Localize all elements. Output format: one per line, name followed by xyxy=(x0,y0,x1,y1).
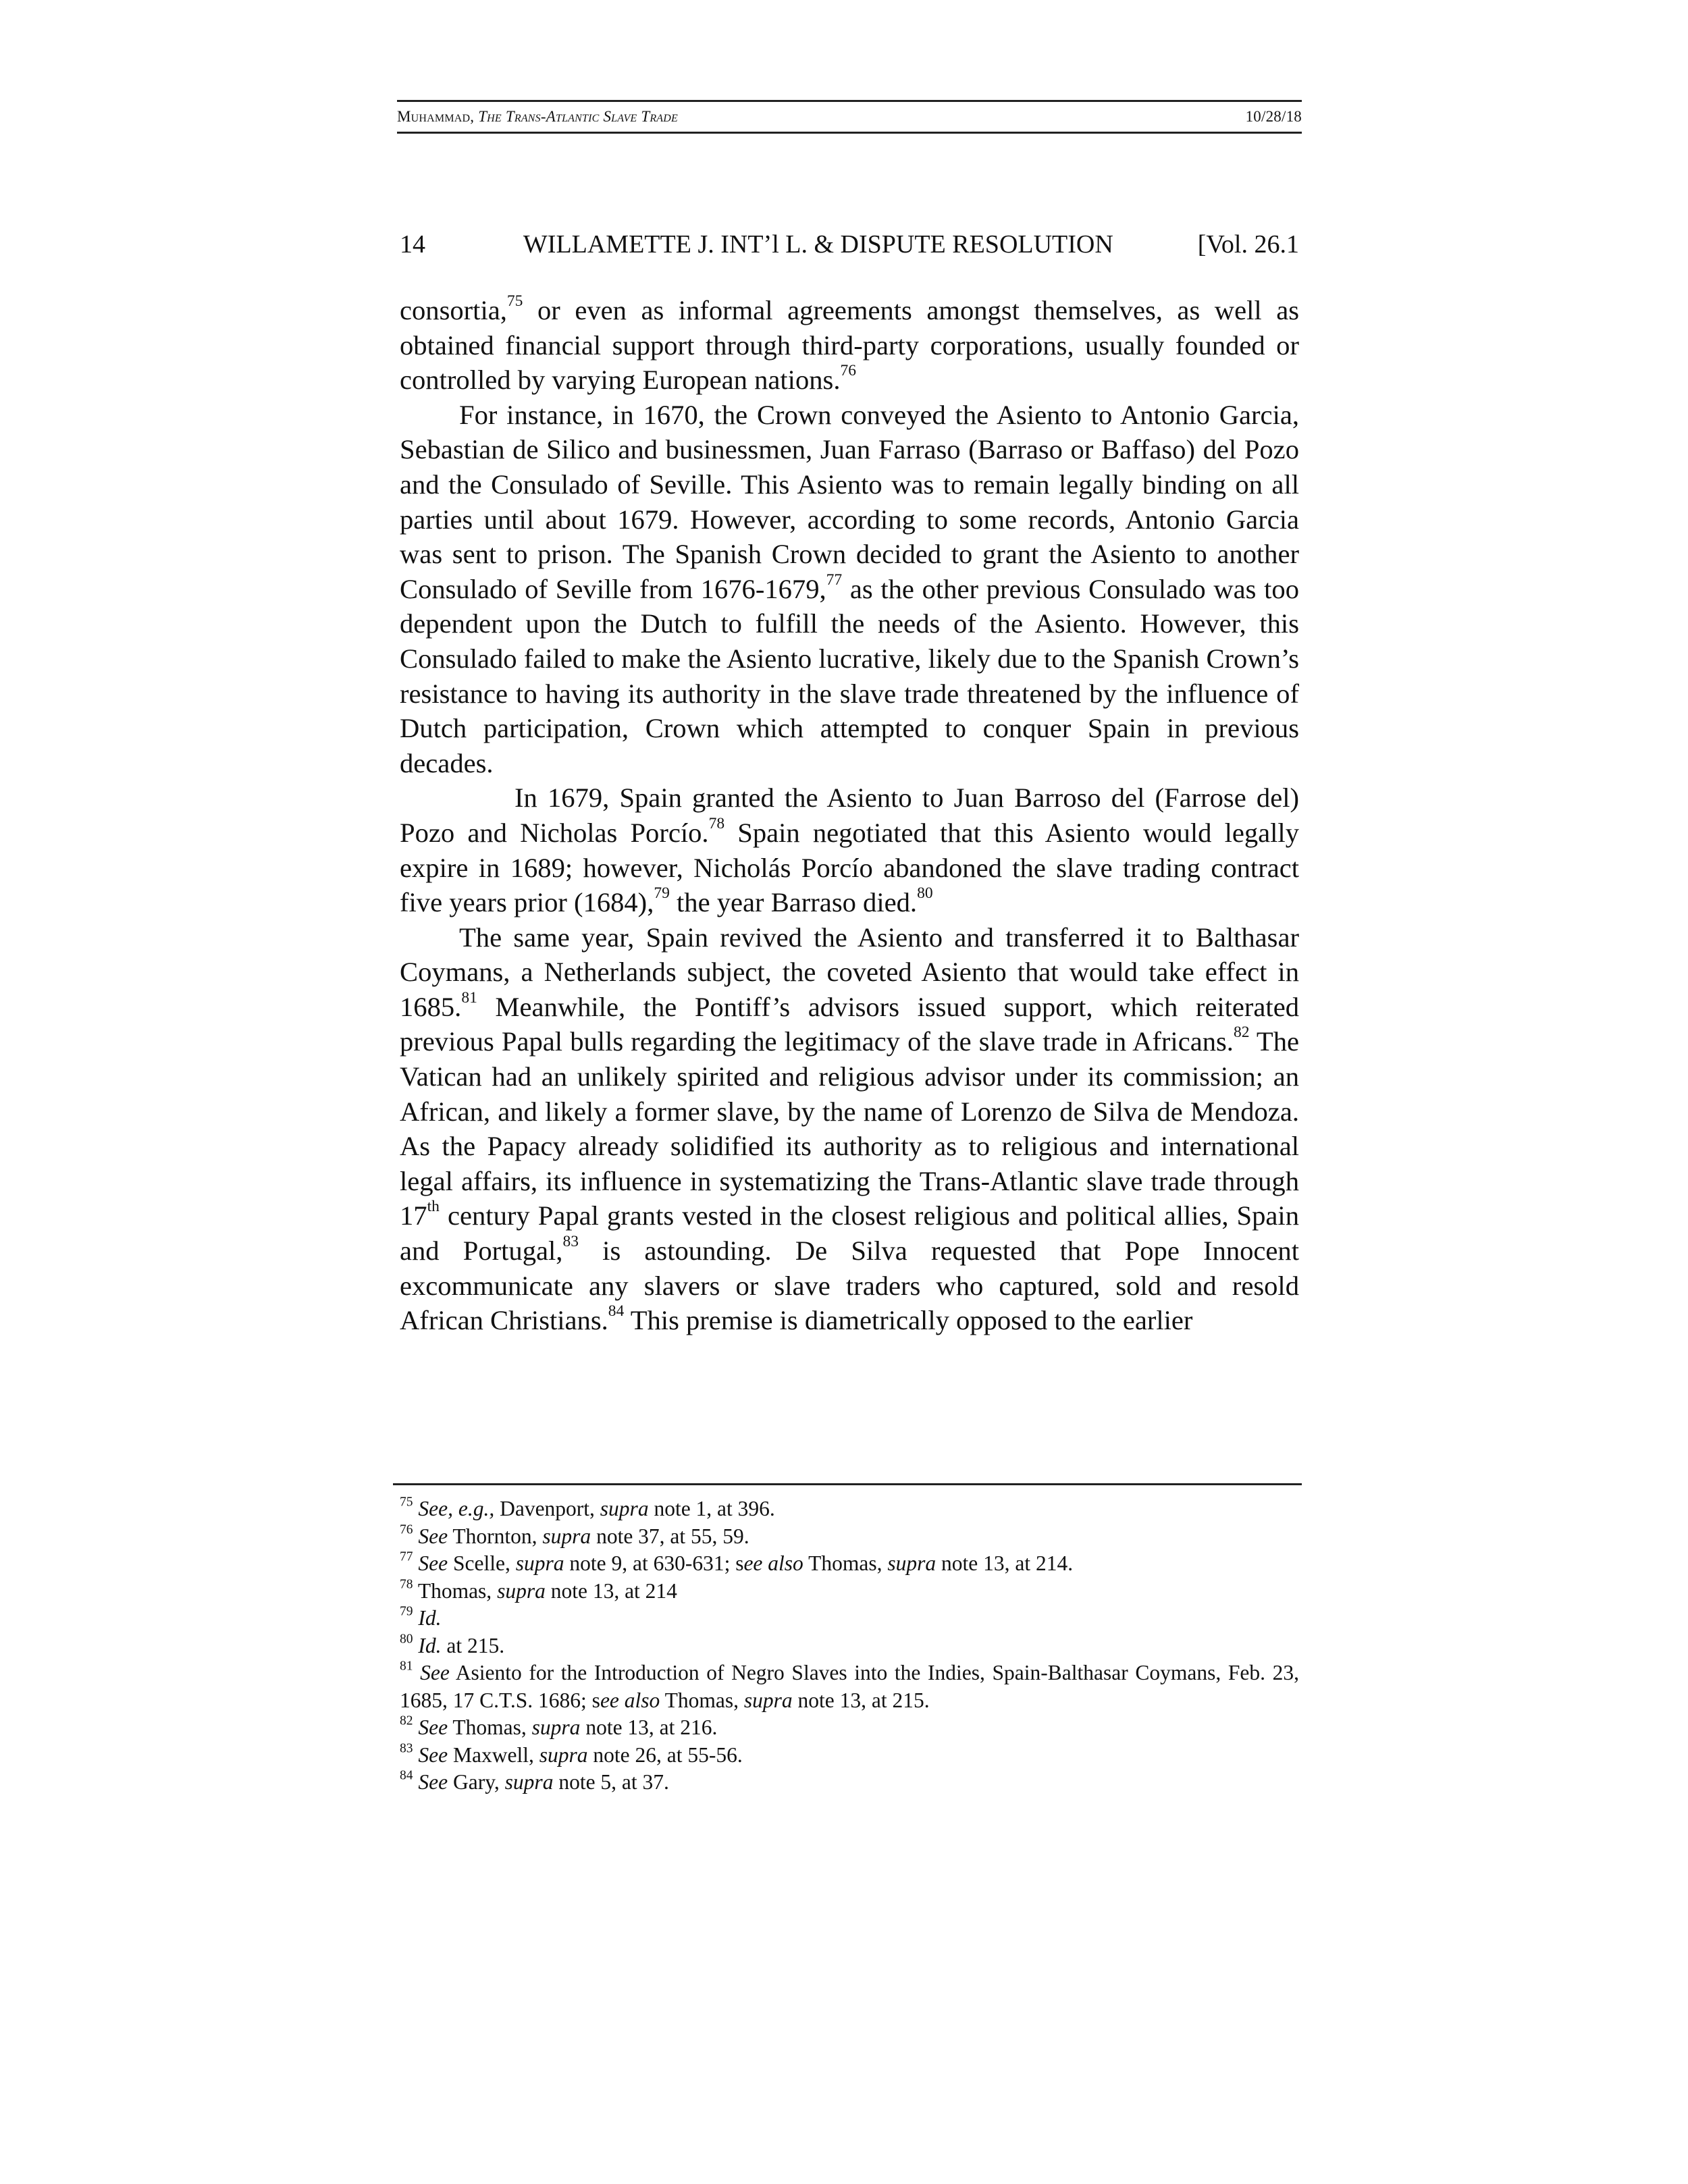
text-run: The Vatican had an unlikely spirited and religious advisor under its commission; an African, and likely a former slave, by the name of Lorenzo de Silva de Mendoza. As the Papacy already solidified its authority as to religious and international legal affairs, its influence in systematizing the Trans-Atlantic slave trade through 17 xyxy=(400,1026,1300,1231)
footnote-ref[interactable]: 76 xyxy=(840,362,856,380)
footnote-ref[interactable]: 79 xyxy=(654,884,670,903)
citation-id: Id. xyxy=(418,1606,442,1630)
footnote-ref[interactable]: 84 xyxy=(608,1302,625,1321)
footnote-number: 77 xyxy=(400,1549,413,1564)
citation-signal: See xyxy=(418,1770,448,1794)
text-run: Thomas, xyxy=(413,1578,498,1603)
paragraph-2 xyxy=(400,398,1299,781)
text-run: at 215. xyxy=(441,1633,505,1657)
text-run: note 13, at 216. xyxy=(580,1715,718,1739)
footnote-82 xyxy=(400,1714,1299,1742)
citation-signal: See, e.g., xyxy=(418,1497,495,1520)
text-run: note 9, at 630-631; s xyxy=(564,1551,744,1575)
running-header xyxy=(397,100,1302,134)
footnote-78 xyxy=(400,1578,1299,1605)
footnote-ref[interactable]: 75 xyxy=(506,292,523,310)
text-run: Thomas, xyxy=(448,1715,532,1739)
citation-signal: See xyxy=(418,1524,448,1548)
text-run: Asiento for the Introduction of Negro Slaves into the Indies, Spain-Balthasar Coymans, Feb. 23, 1685, 17 C.T.S. 1686; s xyxy=(400,1661,1299,1712)
paragraph-4 xyxy=(400,920,1299,1338)
text-run: Spain negotiated that this Asiento would legally expire in 1689; however, Nicholás Porcío abandoned the slave trading contract five years prior (1684), xyxy=(400,817,1299,918)
footnote-number: 78 xyxy=(400,1576,413,1591)
running-header-article: The Trans-Atlantic Slave Trade xyxy=(478,108,679,125)
footnote-number: 80 xyxy=(400,1631,413,1646)
text-run: the year Barraso died. xyxy=(669,887,918,918)
paragraph-3 xyxy=(400,780,1299,920)
page-number: 14 xyxy=(400,230,425,259)
footnote-80 xyxy=(400,1632,1299,1660)
citation-signal: ee also xyxy=(743,1551,803,1575)
supra: supra xyxy=(497,1578,546,1603)
supra: supra xyxy=(600,1497,649,1520)
footnote-ref[interactable]: 82 xyxy=(1233,1023,1250,1042)
footnote-divider xyxy=(393,1483,1302,1485)
text-run: Thomas, xyxy=(803,1551,888,1575)
ordinal-suffix: th xyxy=(427,1198,440,1216)
volume-label: [Vol. 26.1 xyxy=(1197,230,1299,259)
body-text xyxy=(400,293,1299,1338)
text-run: note 5, at 37. xyxy=(553,1770,669,1794)
footnote-ref[interactable]: 80 xyxy=(917,884,933,903)
text-run: Maxwell, xyxy=(448,1742,539,1767)
footnote-79 xyxy=(400,1605,1299,1632)
footnote-number: 75 xyxy=(400,1495,413,1510)
footnote-number: 81 xyxy=(400,1659,413,1674)
running-header-date: 10/28/18 xyxy=(1245,108,1302,125)
footnote-number: 84 xyxy=(400,1768,413,1783)
text-run: consortia, xyxy=(400,295,507,325)
text-run: Thornton, xyxy=(448,1524,543,1548)
footnote-81 xyxy=(400,1659,1299,1714)
text-run: Thomas, xyxy=(660,1688,744,1712)
text-run: or even as informal agreements amongst themselves, as well as obtained financial support through third-party corporations, usually founded or controlled by varying European nations. xyxy=(400,295,1299,396)
footnote-ref[interactable]: 81 xyxy=(461,988,477,1007)
supra: supra xyxy=(504,1770,554,1794)
footnote-number: 83 xyxy=(400,1740,413,1755)
text-run: note 13, at 214 xyxy=(545,1578,677,1603)
text-run: Scelle, xyxy=(448,1551,516,1575)
text-run: note 26, at 55-56. xyxy=(587,1742,743,1767)
text-run: note 13, at 215. xyxy=(792,1688,930,1712)
text-run: Meanwhile, the Pontiff’s advisors issued support, which reiterated previous Papal bulls regarding the legitimacy of the slave trade in Africans. xyxy=(400,991,1299,1057)
footnote-83 xyxy=(400,1742,1299,1769)
supra: supra xyxy=(743,1688,793,1712)
text-run: This premise is diametrically opposed to the earlier xyxy=(624,1305,1193,1336)
footnote-76 xyxy=(400,1523,1299,1551)
text-run: The same year, Spain revived the Asiento and transferred it to Balthasar Coymans, a Netherlands subject, the coveted Asiento that would take effect in 1685. xyxy=(400,922,1299,1022)
footnote-ref[interactable]: 77 xyxy=(826,570,843,589)
running-header-title: Muhammad, The Trans-Atlantic Slave Trade xyxy=(397,108,679,125)
citation-id: Id. xyxy=(418,1633,442,1657)
footnote-84 xyxy=(400,1769,1299,1796)
footnote-ref[interactable]: 83 xyxy=(562,1233,579,1251)
citation-signal: ee also xyxy=(600,1688,660,1712)
text-run: Gary, xyxy=(448,1770,505,1794)
footnote-number: 76 xyxy=(400,1522,413,1537)
supra: supra xyxy=(887,1551,937,1575)
text-run: century Papal grants vested in the closest religious and political allies, Spain and Portugal, xyxy=(400,1200,1299,1267)
text-run: note 37, at 55, 59. xyxy=(591,1524,749,1548)
supra: supra xyxy=(531,1715,581,1739)
text-run: note 13, at 214. xyxy=(936,1551,1074,1575)
citation-signal: See xyxy=(420,1661,450,1684)
footnote-77 xyxy=(400,1550,1299,1578)
footnote-75 xyxy=(400,1495,1299,1523)
footnote-ref[interactable]: 78 xyxy=(708,814,725,832)
text-run: note 1, at 396. xyxy=(648,1497,775,1520)
text-run: is astounding. De Silva requested that Pope Innocent excommunicate any slavers or slave traders who captured, sold and resold African Christians. xyxy=(400,1235,1299,1336)
text-run: For instance, in 1670, the Crown conveyed the Asiento to Antonio Garcia, Sebastian de Silico and businessmen, Juan Farraso (Barraso or Baffaso) del Pozo and the Consulado of Seville. This Asiento was to remain legally binding on all parties until about 1679. However, according to some records, Antonio Garcia was sent to prison. The Spanish Crown decided to grant the Asiento to another Consulado of Seville from 1676-1679, xyxy=(400,399,1299,604)
citation-signal: See xyxy=(418,1742,448,1767)
supra: supra xyxy=(539,1742,588,1767)
journal-title: WILLAMETTE J. INT’l L. & DISPUTE RESOLUTION xyxy=(523,230,1113,259)
citation-signal: See xyxy=(418,1715,448,1739)
footnotes xyxy=(400,1495,1299,1796)
supra: supra xyxy=(542,1524,591,1548)
footnote-number: 82 xyxy=(400,1713,413,1728)
text-run: Davenport, xyxy=(494,1497,600,1520)
paragraph-1 xyxy=(400,293,1299,398)
running-header-author: Muhammad xyxy=(397,108,471,125)
footnote-number: 79 xyxy=(400,1604,413,1619)
citation-signal: See xyxy=(418,1551,448,1575)
supra: supra xyxy=(515,1551,564,1575)
text-run: In 1679, Spain granted the Asiento to Juan Barroso del (Farrose del) Pozo and Nicholas Porcío. xyxy=(400,782,1299,848)
page-header xyxy=(400,230,1299,259)
text-run: as the other previous Consulado was too dependent upon the Dutch to fulfill the needs of the Asiento. However, this Consulado failed to make the Asiento lucrative, likely due to the Spanish Crown’s resistance to having its authority in the slave trade threatened by the influence of Dutch participation, Crown which attempted to conquer Spain in previous decades. xyxy=(400,573,1299,778)
